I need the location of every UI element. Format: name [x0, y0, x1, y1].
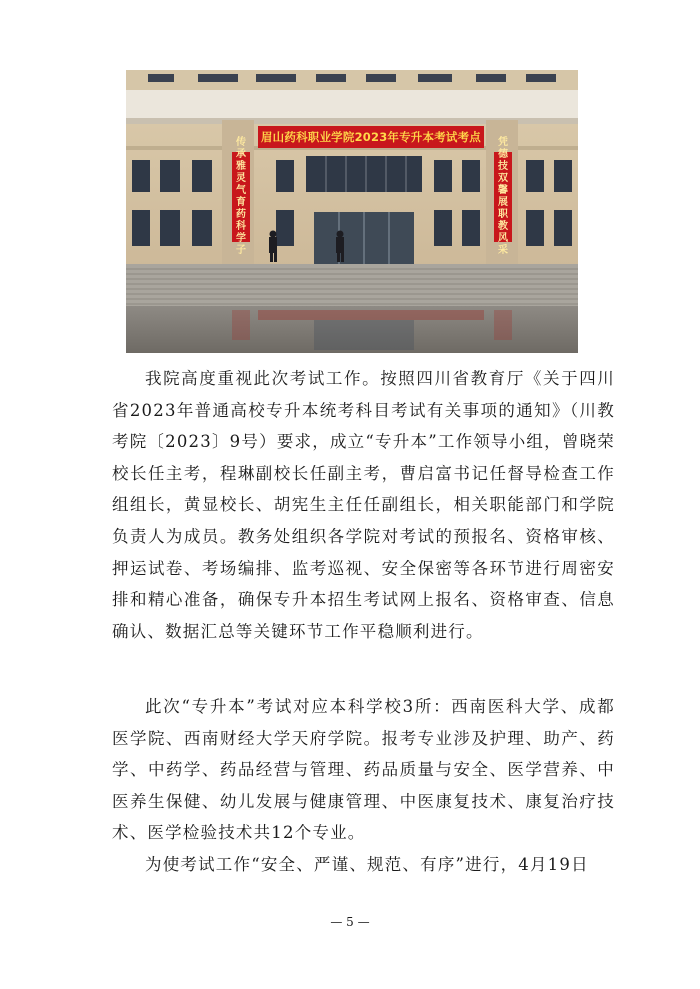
paragraph-exam-arrangements: 为使考试工作“安全、严谨、规范、有序”进行，4月19日 — [145, 855, 589, 874]
slogan-char: 双 — [498, 173, 508, 184]
left-slogan-banner — [232, 137, 250, 256]
slogan-char: 德 — [498, 149, 508, 160]
slogan-char: 灵 — [236, 173, 246, 184]
slogan-char: 凭 — [498, 137, 508, 148]
page-number: — 5 — — [330, 915, 370, 929]
exam-building-photo — [126, 70, 578, 353]
slogan-char: 采 — [498, 245, 508, 256]
slogan-char: 雅 — [236, 161, 246, 172]
slogan-char: 馨 — [498, 185, 508, 196]
slogan-char: 子 — [236, 245, 246, 256]
slogan-char: 药 — [236, 209, 246, 220]
slogan-char: 传 — [236, 137, 246, 148]
slogan-char: 风 — [498, 233, 508, 244]
right-slogan-banner — [494, 137, 512, 256]
paragraph-exam-majors: 此次“专升本”考试对应本科学校3所：西南医科大学、成都医学院、西南财经大学天府学院。报考专业涉及护理、助产、药学、中药学、药品经营与管理、药品质量与安全、医学营养、中医养生保健、幼儿发展与健康管理、中医康复技术、康复治疗技术、医学检验技术共12个专业。 — [112, 697, 615, 843]
slogan-char: 教 — [498, 221, 508, 232]
slogan-char: 职 — [498, 209, 508, 220]
slogan-char: 育 — [236, 197, 246, 208]
slogan-char: 技 — [498, 161, 508, 172]
slogan-char: 承 — [236, 149, 246, 160]
slogan-char: 学 — [236, 233, 246, 244]
slogan-char: 展 — [498, 197, 508, 208]
photo-banner-text: 眉山药科职业学院2023年专升本考试考点 — [260, 130, 481, 144]
slogan-char: 气 — [236, 185, 246, 196]
slogan-char: 科 — [236, 221, 246, 232]
paragraph-exam-organization: 我院高度重视此次考试工作。按照四川省教育厅《关于四川省2023年普通高校专升本统考科目考试有关事项的通知》（川教考院〔2023〕9号）要求，成立“专升本”工作领导小组，曾晓荣校长任主考，程琳副校长任副主考，曹启富书记任督导检查工作组组长，黄显校长、胡宪生主任任副组长，相关职能部门和学院负责人为成员。教务处组织各学院对考试的预报名、资格审核、押运试卷、考场编排、监考巡视、安全保密等各环节进行周密安排和精心准备，确保专升本招生考试网上报名、资格审查、信息确认、数据汇总等关键环节工作平稳顺利进行。 — [112, 369, 615, 641]
